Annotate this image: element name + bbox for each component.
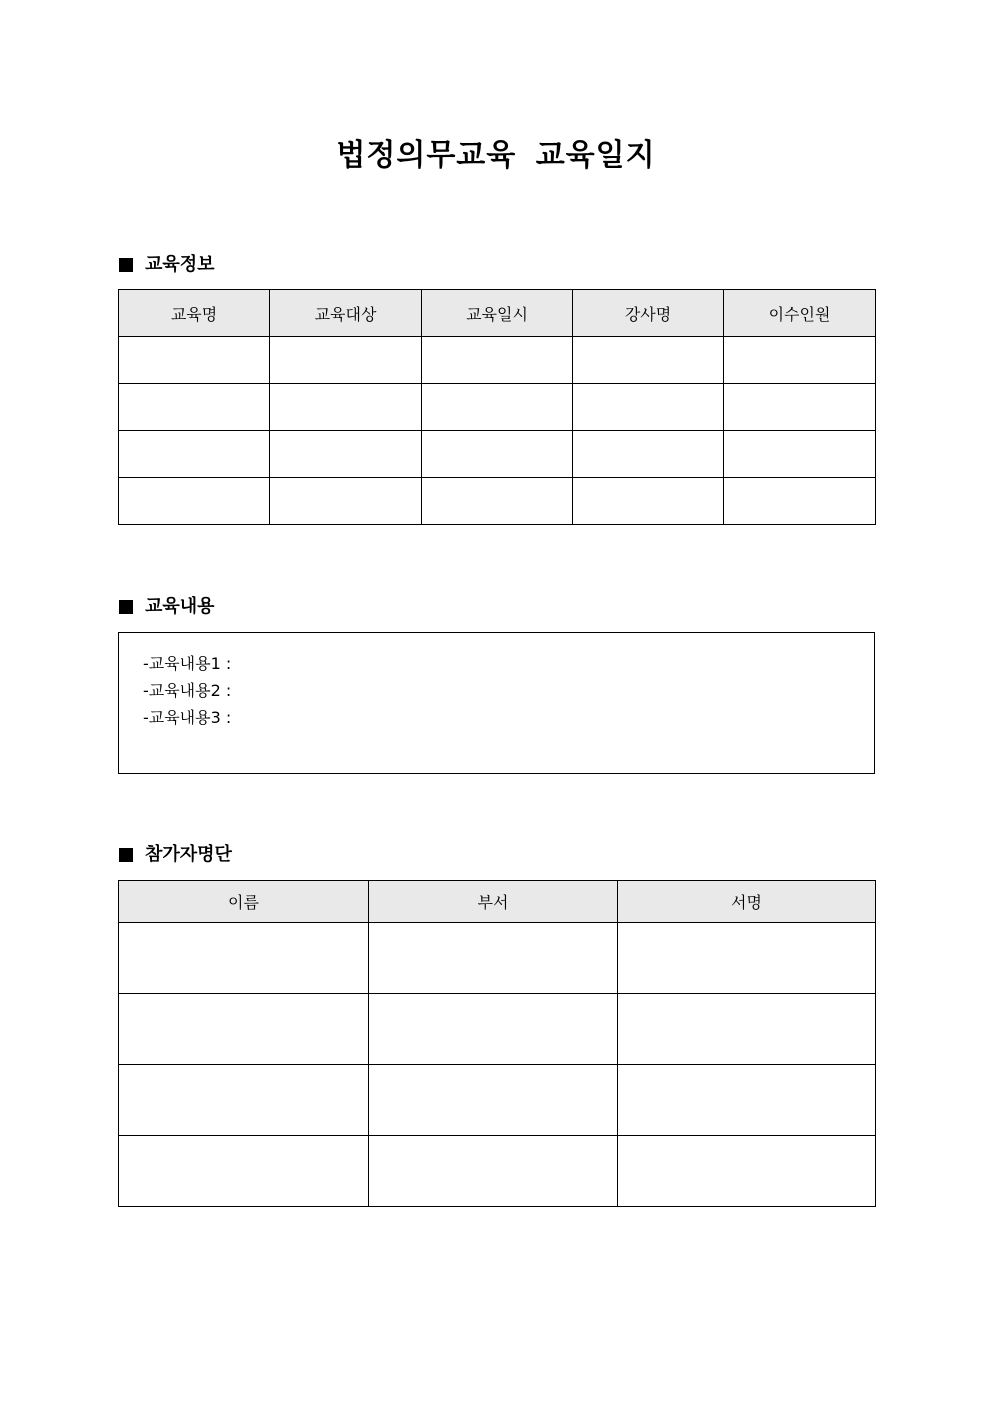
column-header-datetime: 교육일시 — [422, 290, 573, 337]
table-cell[interactable] — [369, 923, 618, 994]
list-item: -교육내용3 : — [143, 708, 232, 727]
table-cell[interactable] — [618, 923, 876, 994]
table-cell[interactable] — [422, 337, 573, 384]
table-row — [119, 994, 876, 1065]
table-cell[interactable] — [573, 384, 724, 431]
list-item: -교육내용2 : — [143, 681, 232, 700]
table-row — [119, 337, 876, 384]
table-cell[interactable] — [119, 431, 270, 478]
table-row — [119, 431, 876, 478]
table-cell[interactable] — [270, 431, 422, 478]
table-cell[interactable] — [618, 994, 876, 1065]
column-header-course-name: 교육명 — [119, 290, 270, 337]
table-cell[interactable] — [270, 478, 422, 525]
section-heading-label: 교육내용 — [145, 596, 215, 617]
table-cell[interactable] — [119, 994, 369, 1065]
table-cell[interactable] — [119, 478, 270, 525]
table-cell[interactable] — [618, 1136, 876, 1207]
table-header-row — [119, 290, 876, 337]
content-list — [119, 633, 874, 731]
section-heading-label: 교육정보 — [145, 254, 215, 275]
black-square-icon — [119, 258, 133, 272]
table-row — [119, 384, 876, 431]
table-cell[interactable] — [119, 1065, 369, 1136]
table-cell[interactable] — [369, 1065, 618, 1136]
table-row — [119, 478, 876, 525]
table-header-row — [119, 881, 876, 923]
table-cell[interactable] — [724, 384, 876, 431]
table-cell[interactable] — [369, 994, 618, 1065]
table-cell[interactable] — [618, 1065, 876, 1136]
column-header-completed-count: 이수인원 — [724, 290, 876, 337]
education-info-table — [118, 289, 876, 525]
table-row — [119, 1136, 876, 1207]
table-cell[interactable] — [119, 923, 369, 994]
table-cell[interactable] — [422, 384, 573, 431]
black-square-icon — [119, 600, 133, 614]
table-cell[interactable] — [270, 337, 422, 384]
list-item: -교육내용1 : — [143, 654, 232, 673]
table-cell[interactable] — [724, 337, 876, 384]
table-cell[interactable] — [573, 431, 724, 478]
column-header-target: 교육대상 — [270, 290, 422, 337]
section-heading-roster — [119, 843, 232, 867]
table-cell[interactable] — [119, 384, 270, 431]
table-cell[interactable] — [573, 337, 724, 384]
section-heading-label: 참가자명단 — [145, 844, 232, 865]
section-heading-info — [119, 253, 215, 277]
section-heading-content — [119, 595, 215, 619]
page-title: 법정의무교육 교육일지 — [336, 138, 656, 173]
table-row — [119, 1065, 876, 1136]
table-cell[interactable] — [724, 431, 876, 478]
table-cell[interactable] — [422, 431, 573, 478]
table-cell[interactable] — [270, 384, 422, 431]
education-content-box[interactable] — [118, 632, 875, 774]
column-header-name: 이름 — [119, 881, 369, 923]
table-cell[interactable] — [724, 478, 876, 525]
table-cell[interactable] — [369, 1136, 618, 1207]
participant-roster-table — [118, 880, 876, 1207]
table-cell[interactable] — [573, 478, 724, 525]
table-cell[interactable] — [119, 1136, 369, 1207]
table-cell[interactable] — [119, 337, 270, 384]
column-header-instructor: 강사명 — [573, 290, 724, 337]
table-row — [119, 923, 876, 994]
table-cell[interactable] — [422, 478, 573, 525]
column-header-department: 부서 — [369, 881, 618, 923]
black-square-icon — [119, 848, 133, 862]
column-header-signature: 서명 — [618, 881, 876, 923]
